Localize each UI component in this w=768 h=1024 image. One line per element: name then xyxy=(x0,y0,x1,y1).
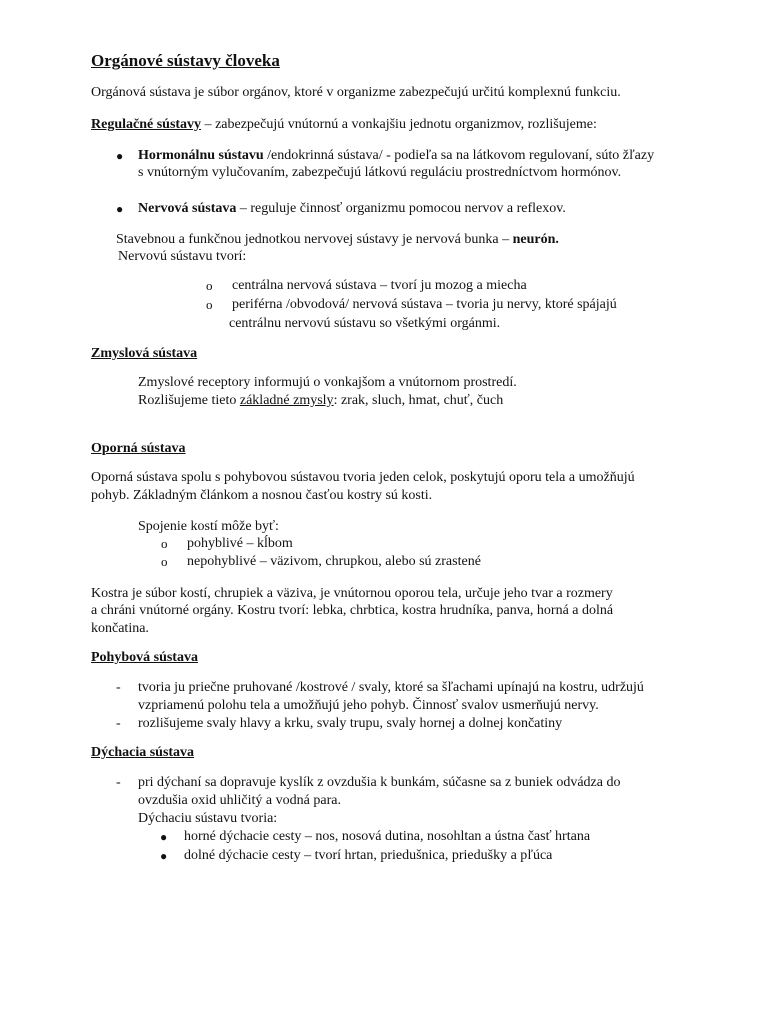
bullet-circle-icon: o xyxy=(206,297,213,312)
zmyslova-line2-pre: Rozlišujeme tieto xyxy=(138,393,240,408)
oporna-p1-line1: Oporná sústava spolu s pohybovou sústavou tvoria jeden celok, poskytujú oporu tela a umožňujú xyxy=(91,470,635,485)
hormonal-bold: Hormonálnu sústavu xyxy=(138,148,264,163)
oporna-p2-line1: Kostra je súbor kostí, chrupiek a väziva, je vnútornou oporou tela, určuje jeho tvar a rozmery xyxy=(91,586,613,601)
zmyslova-line2-underlined: základné zmysly xyxy=(239,393,334,408)
dychacia-item-line1: pri dýchaní sa dopravuje kyslík z ovzdušia k bunkám, súčasne sa z buniek odvádza do xyxy=(138,775,621,790)
dychacia-item-line2: ovzdušia oxid uhličitý a vodná para. xyxy=(138,793,341,808)
dash-bullet-icon: - xyxy=(116,680,121,695)
hormonal-line2: s vnútorným vylučovaním, zabezpečujú látkovú reguláciu prostredníctvom hormónov. xyxy=(138,165,622,180)
bullet-disc-icon: ● xyxy=(116,149,124,163)
neuron-pre: Stavebnou a funkčnou jednotkou nervovej sústavy je nervová bunka – xyxy=(116,232,513,247)
pohybova-item2: rozlišujeme svaly hlavy a krku, svaly trupu, svaly hornej a dolnej končatiny xyxy=(138,716,563,731)
bullet-circle-icon: o xyxy=(161,536,168,551)
hormonal-line xyxy=(138,147,654,165)
bullet-disc-icon: ● xyxy=(160,830,168,844)
zmyslova-line2 xyxy=(138,392,503,410)
dychacia-item-line3: Dýchaciu sústavu tvoria: xyxy=(138,811,278,826)
pohybova-item1-line2: vzpriamenú polohu tela a umožňujú jeho pohyb. Činnosť svalov usmerňujú nervy. xyxy=(138,698,599,713)
oporna-opt2: nepohyblivé – väzivom, chrupkou, alebo sú zrastené xyxy=(187,554,481,569)
bullet-circle-icon: o xyxy=(161,554,168,569)
nervova-line xyxy=(138,200,566,218)
neuron-bold: neurón. xyxy=(512,232,559,247)
pohybova-heading: Pohybová sústava xyxy=(91,650,198,665)
bullet-circle-icon: o xyxy=(206,278,213,293)
dychacia-sub1: horné dýchacie cesty – nos, nosová dutina, nosohltan a ústna časť hrtana xyxy=(184,829,591,844)
oporna-opt1: pohyblivé – kĺbom xyxy=(187,536,293,551)
dychacia-heading: Dýchacia sústava xyxy=(91,745,195,760)
oporna-p2-line3: končatina. xyxy=(91,621,149,636)
oporna-heading: Oporná sústava xyxy=(91,441,186,456)
regulacne-heading: Regulačné sústavy xyxy=(91,117,202,132)
pohybova-item1-line1: tvoria ju priečne pruhované /kostrové / svaly, ktoré sa šľachami upínajú na kostru, udržujú xyxy=(138,680,644,695)
oporna-spojenie: Spojenie kostí môže byť: xyxy=(138,519,279,534)
bullet-disc-icon: ● xyxy=(116,202,124,216)
page-title: Orgánové sústavy človeka xyxy=(91,51,280,70)
intro-text: Orgánová sústava je súbor orgánov, ktoré v organizme zabezpečujú určitú komplexnú funkciu. xyxy=(91,85,621,100)
zmyslova-heading: Zmyslová sústava xyxy=(91,346,198,361)
oporna-p1-line2: pohyb. Základným článkom a nosnou časťou kostry sú kosti. xyxy=(91,488,433,503)
nervova-tvori: Nervovú sústavu tvorí: xyxy=(118,249,247,264)
zmyslova-line2-rest: : zrak, sluch, hmat, chuť, čuch xyxy=(333,393,504,408)
nervova-sub2: periférna /obvodová/ nervová sústava – tvoria ju nervy, ktoré spájajú xyxy=(232,297,617,312)
nervova-rest: – reguluje činnosť organizmu pomocou nervov a reflexov. xyxy=(236,201,566,216)
dychacia-sub2: dolné dýchacie cesty – tvorí hrtan, priedušnica, priedušky a pľúca xyxy=(184,848,553,863)
neuron-line xyxy=(116,231,559,249)
regulacne-line xyxy=(91,116,597,134)
nervova-sub1: centrálna nervová sústava – tvorí ju mozog a miecha xyxy=(232,278,527,293)
bullet-disc-icon: ● xyxy=(160,849,168,863)
oporna-p2-line2: a chráni vnútorné orgány. Kostru tvorí: lebka, chrbtica, kostra hrudníka, panva, horná a dolná xyxy=(91,603,614,618)
nervova-sub2-line2: centrálnu nervovú sústavu so všetkými orgánmi. xyxy=(229,316,501,331)
hormonal-rest: /endokrinná sústava/ - podieľa sa na látkovom regulovaní, súto žľazy xyxy=(263,148,655,163)
nervova-bold: Nervová sústava xyxy=(138,201,237,216)
zmyslova-line1: Zmyslové receptory informujú o vonkajšom a vnútornom prostredí. xyxy=(138,375,517,390)
regulacne-heading-rest: – zabezpečujú vnútornú a vonkajšiu jednotu organizmov, rozlišujeme: xyxy=(201,117,597,132)
dash-bullet-icon: - xyxy=(116,716,121,731)
dash-bullet-icon: - xyxy=(116,775,121,790)
